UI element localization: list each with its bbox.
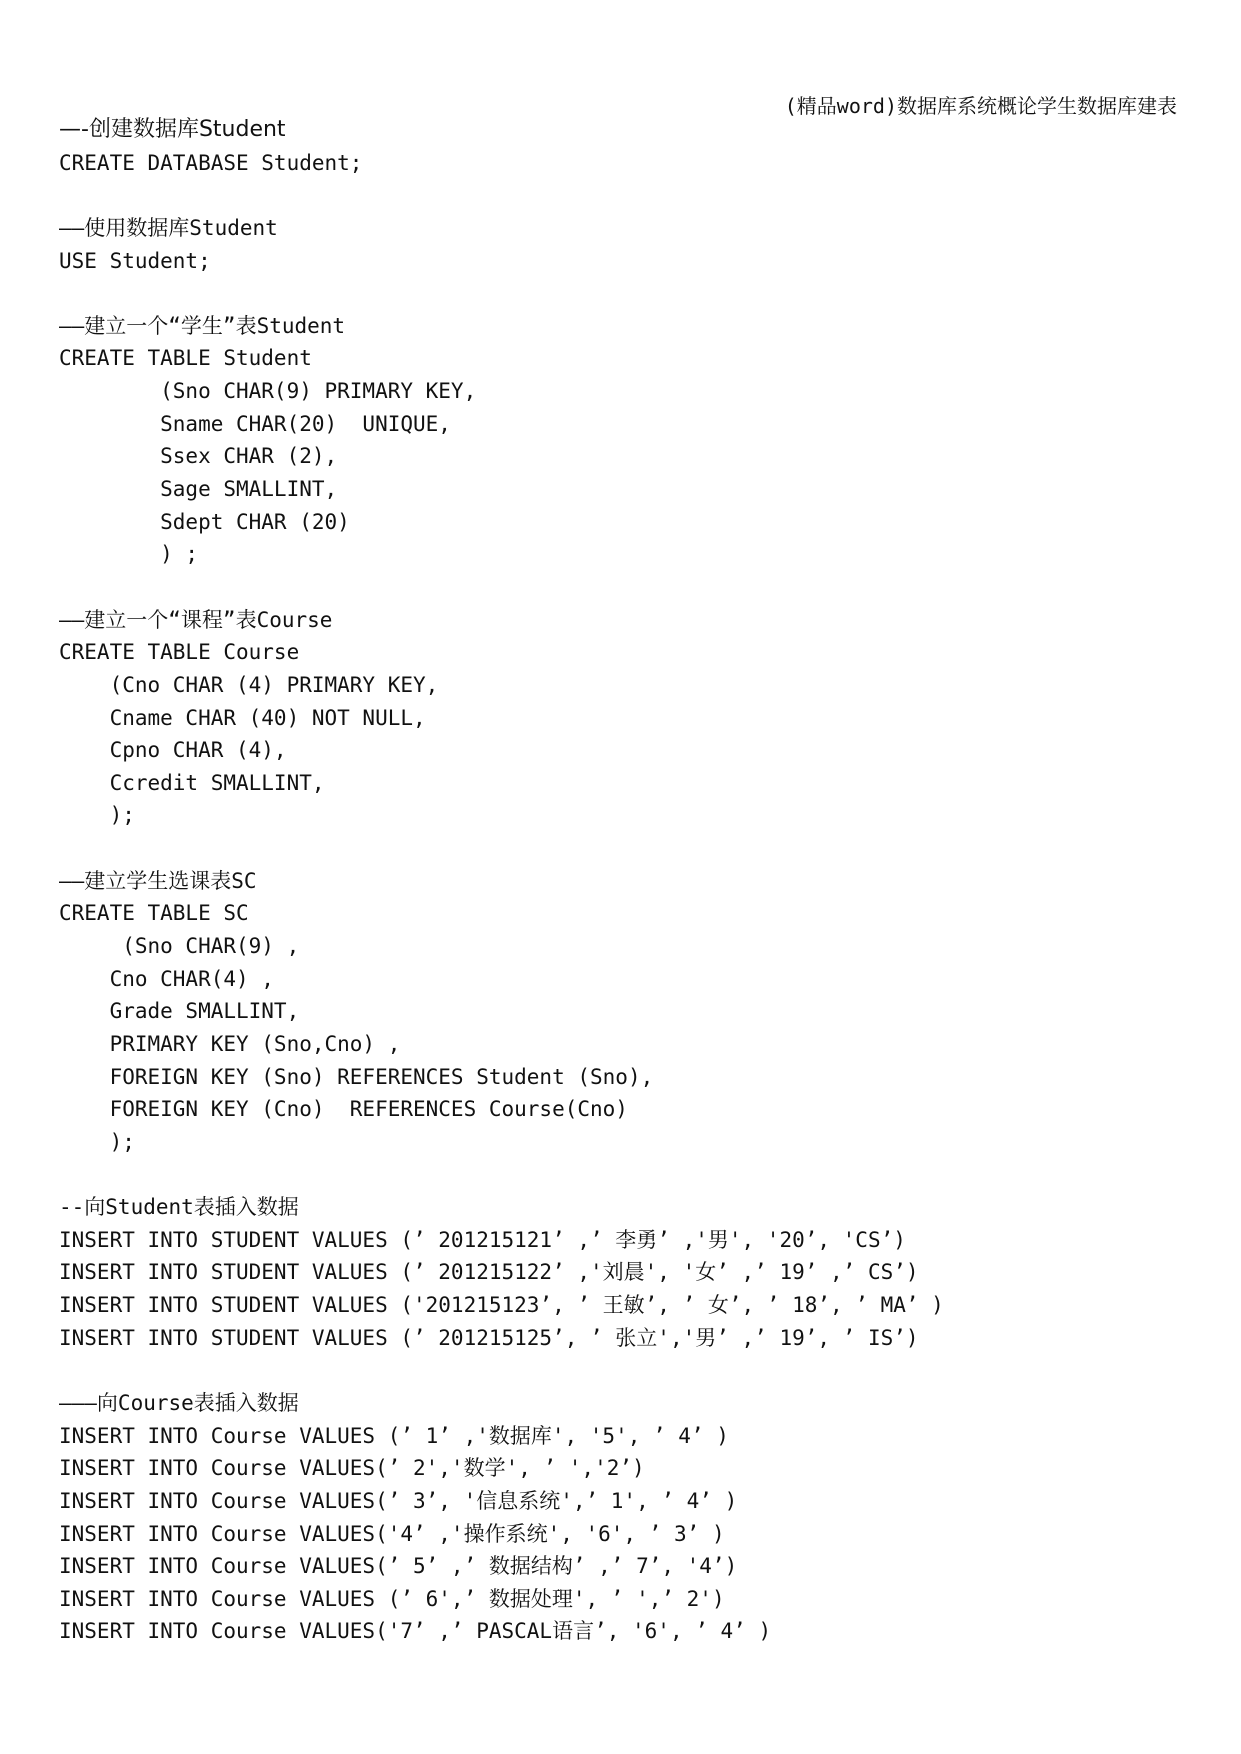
code-line: INSERT INTO Course VALUES(’ 3’, '信息系统',’ 1', ’ 4’ )	[59, 1488, 738, 1513]
code-line: (Sno CHAR(9) PRIMARY KEY,	[59, 379, 477, 404]
code-line: Sdept CHAR (20)	[59, 509, 350, 534]
code-line: ———向Course表插入数据	[59, 1390, 299, 1415]
code-line: ——建立学生选课表SC	[59, 868, 257, 893]
code-line: Cname CHAR (40) NOT NULL,	[59, 705, 426, 730]
code-line: ) ;	[59, 542, 199, 567]
code-line: Cpno CHAR (4),	[59, 738, 287, 763]
blank-line	[59, 1354, 1209, 1387]
code-line: INSERT INTO Course VALUES('7’ ,’ PASCAL语言’, '6', ’ 4’ )	[59, 1619, 772, 1644]
code-line: Ccredit SMALLINT,	[59, 770, 325, 795]
code-line: );	[59, 1129, 135, 1154]
code-line: PRIMARY KEY (Sno,Cno) ,	[59, 1031, 401, 1056]
code-line: INSERT INTO STUDENT VALUES (’ 201215125’, ’ 张立','男’ ,’ 19’, ’ IS’)	[59, 1325, 919, 1350]
code-line: CREATE TABLE Course	[59, 640, 300, 665]
code-line: INSERT INTO Course VALUES('4’ ,'操作系统', '6', ’ 3’ )	[59, 1521, 725, 1546]
code-line: ——使用数据库Student	[59, 215, 278, 240]
code-line: Cno CHAR(4) ,	[59, 966, 274, 991]
blank-line	[59, 1159, 1209, 1192]
code-line: ——建立一个“课程”表Course	[59, 607, 333, 632]
code-line: CREATE TABLE SC	[59, 901, 249, 926]
code-line: USE Student;	[59, 248, 211, 273]
sql-document-body	[59, 114, 1209, 1648]
code-line: INSERT INTO STUDENT VALUES (’ 201215122’ ,'刘晨', '女’ ,’ 19’ ,’ CS’)	[59, 1260, 919, 1285]
code-line: INSERT INTO Course VALUES(’ 5’ ,’ 数据结构’ ,’ 7’, '4’)	[59, 1554, 738, 1579]
code-line: CREATE TABLE Student	[59, 346, 312, 371]
blank-line	[59, 832, 1209, 865]
code-line: );	[59, 803, 135, 828]
code-line: ——建立一个“学生”表Student	[59, 313, 346, 338]
code-line: INSERT INTO Course VALUES(’ 2','数学', ’ ','2’)	[59, 1456, 645, 1481]
blank-line	[59, 571, 1209, 604]
code-line: --向Student表插入数据	[59, 1195, 299, 1220]
code-line: Grade SMALLINT,	[59, 999, 300, 1024]
code-line: CREATE DATABASE Student;	[59, 150, 363, 175]
code-line: Sname CHAR(20) UNIQUE,	[59, 411, 451, 436]
code-line: FOREIGN KEY (Sno) REFERENCES Student (Sno),	[59, 1064, 654, 1089]
page-header-title: (精品word)数据库系统概论学生数据库建表	[784, 94, 1177, 118]
blank-line	[59, 277, 1209, 310]
code-line: INSERT INTO Course VALUES (’ 1’ ,'数据库', '5', ’ 4’ )	[59, 1423, 729, 1448]
code-line: INSERT INTO STUDENT VALUES (’ 201215121’ ,’ 李勇’ ,'男', '20’, 'CS’)	[59, 1227, 906, 1252]
blank-line	[59, 179, 1209, 212]
code-line: Ssex CHAR (2),	[59, 444, 338, 469]
code-line: INSERT INTO Course VALUES (’ 6',’ 数据处理', ’ ',’ 2')	[59, 1586, 725, 1611]
code-line: (Sno CHAR(9) ,	[59, 934, 300, 959]
code-line: FOREIGN KEY (Cno) REFERENCES Course(Cno)	[59, 1097, 628, 1122]
code-line: Sage SMALLINT,	[59, 477, 338, 502]
code-line: (Cno CHAR (4) PRIMARY KEY,	[59, 672, 439, 697]
code-line: INSERT INTO STUDENT VALUES ('201215123’, ’ 王敏’, ’ 女’, ’ 18’, ’ MA’ )	[59, 1293, 944, 1318]
code-line: —-创建数据库Student	[59, 117, 286, 142]
